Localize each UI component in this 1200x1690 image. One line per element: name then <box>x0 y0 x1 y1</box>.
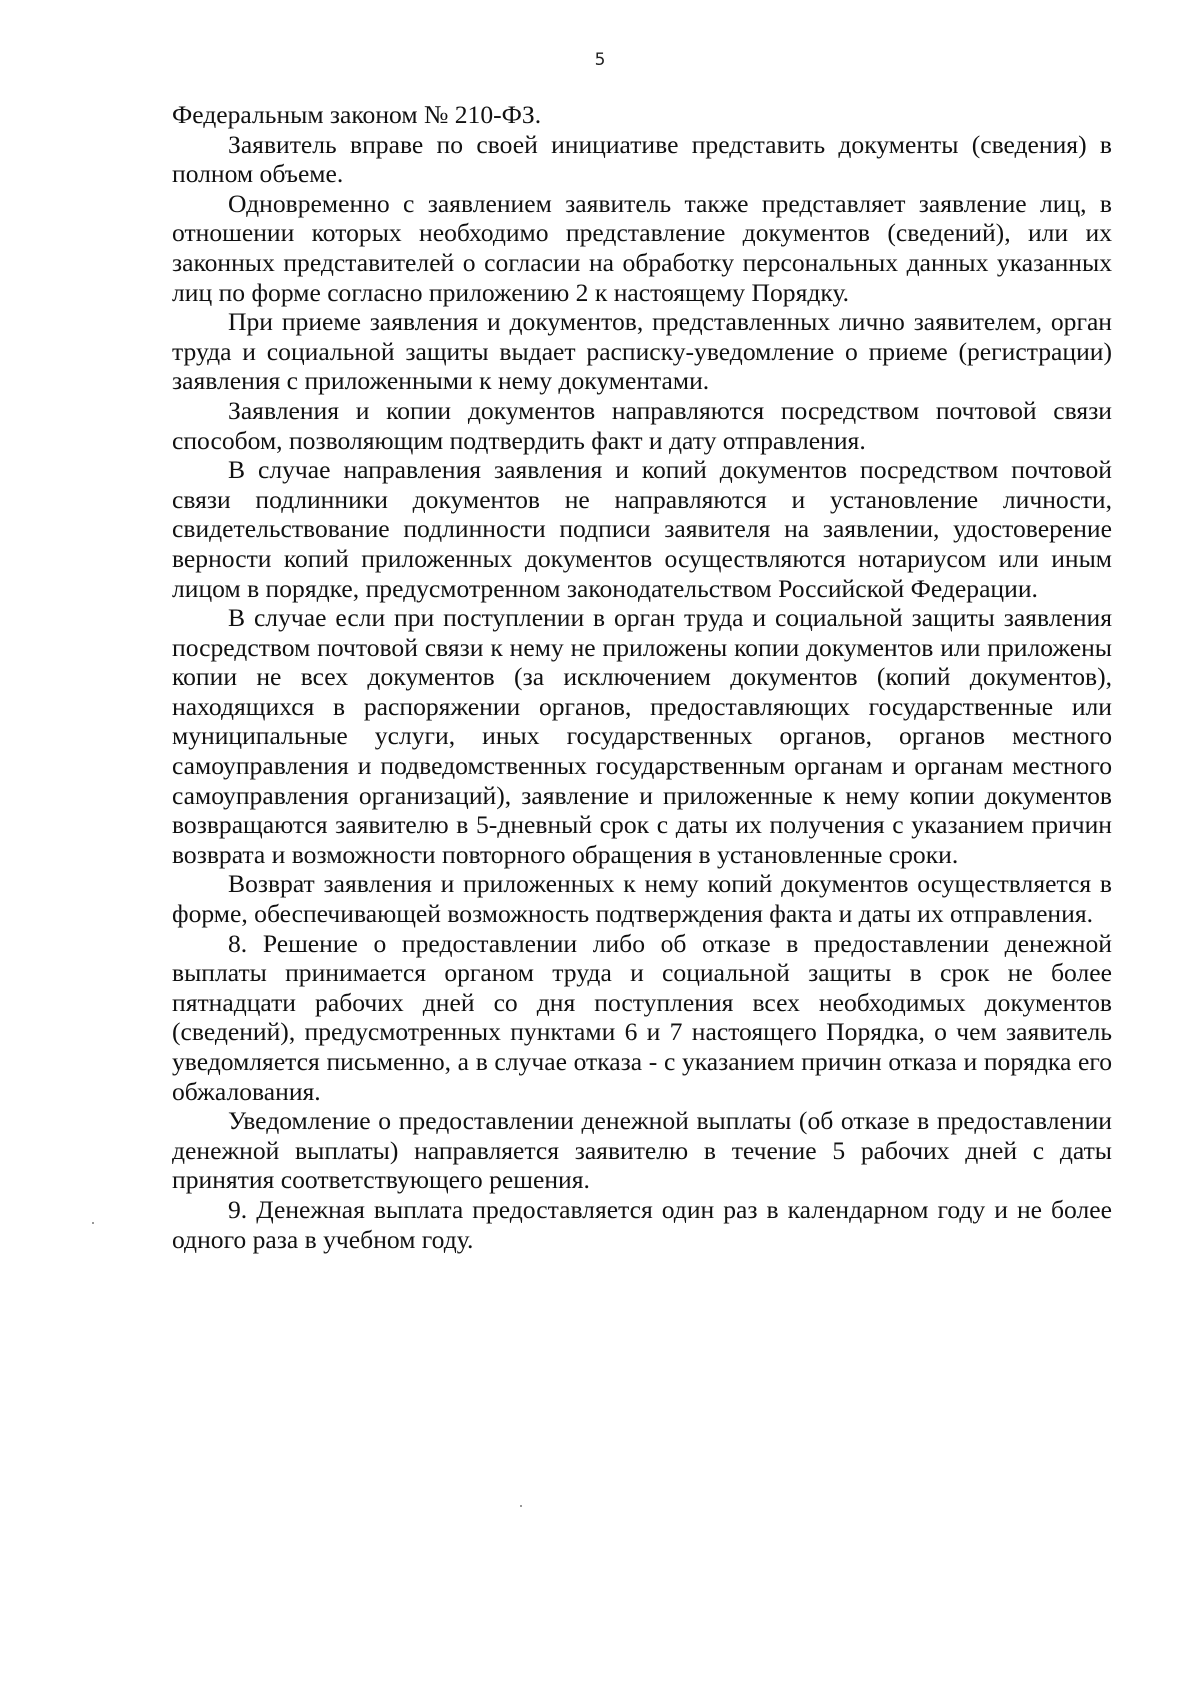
paragraph-11: 9. Денежная выплата предоставляется один раз в календарном году и не более одного раза в учебном году. <box>172 1194 1112 1254</box>
scan-speck <box>520 1505 522 1507</box>
document-body <box>172 100 1112 1254</box>
paragraph-3: Одновременно с заявлением заявитель также представляет заявление лиц, в отношении которых необходимо представление документов (сведений), или их законных представителей о согласии на обработку персональных данных указанных лиц по форме согласно приложению 2 к настоящему Порядку. <box>172 188 1112 307</box>
paragraph-6: В случае направления заявления и копий документов посредством почтовой связи подлинники документов не направляются и установление личности, свидетельствование подлинности подписи заявителя на заявлении, удостоверение верности копий приложенных документов осуществляются нотариусом или иным лицом в порядке, предусмотренном законодательством Российской Федерации. <box>172 455 1112 603</box>
paragraph-10: Уведомление о предоставлении денежной выплаты (об отказе в предоставлении денежной выплаты) направляется заявителю в течение 5 рабочих дней с даты принятия соответствующего решения. <box>172 1106 1112 1195</box>
paragraph-8: Возврат заявления и приложенных к нему копий документов осуществляется в форме, обеспечивающей возможность подтверждения факта и даты их отправления. <box>172 869 1112 929</box>
paragraph-7: В случае если при поступлении в орган труда и социальной защиты заявления посредством почтовой связи к нему не приложены копии документов или приложены копии не всех документов (за исключением документов (копий документов), находящихся в распоряжении органов, предоставляющих государственные или муниципальные услуги, иных государственных органов, органов местного самоуправления и подведомственных государственным органам и органам местного самоуправления организаций), заявление и приложенные к нему копии документов возвращаются заявителю в 5-дневный срок с даты их получения с указанием причин возврата и возможности повторного обращения в установленные сроки. <box>172 603 1112 869</box>
paragraph-4: При приеме заявления и документов, представленных лично заявителем, орган труда и социальной защиты выдает расписку-уведомление о приеме (регистрации) заявления с приложенными к нему документами. <box>172 307 1112 396</box>
paragraph-5: Заявления и копии документов направляются посредством почтовой связи способом, позволяющим подтвердить факт и дату отправления. <box>172 395 1112 455</box>
page-number: 5 <box>594 50 606 70</box>
scan-speck <box>92 1222 94 1224</box>
paragraph-1: Федеральным законом № 210-ФЗ. <box>172 100 542 129</box>
paragraph-2: Заявитель вправе по своей инициативе представить документы (сведения) в полном объеме. <box>172 129 1112 189</box>
paragraph-9: 8. Решение о предоставлении либо об отказе в предоставлении денежной выплаты принимается органом труда и социальной защиты в срок не более пятнадцати рабочих дней со дня поступления всех необходимых документов (сведений), предусмотренных пунктами 6 и 7 настоящего Порядка, о чем заявитель уведомляется письменно, а в случае отказа - с указанием причин отказа и порядка его обжалования. <box>172 928 1112 1106</box>
